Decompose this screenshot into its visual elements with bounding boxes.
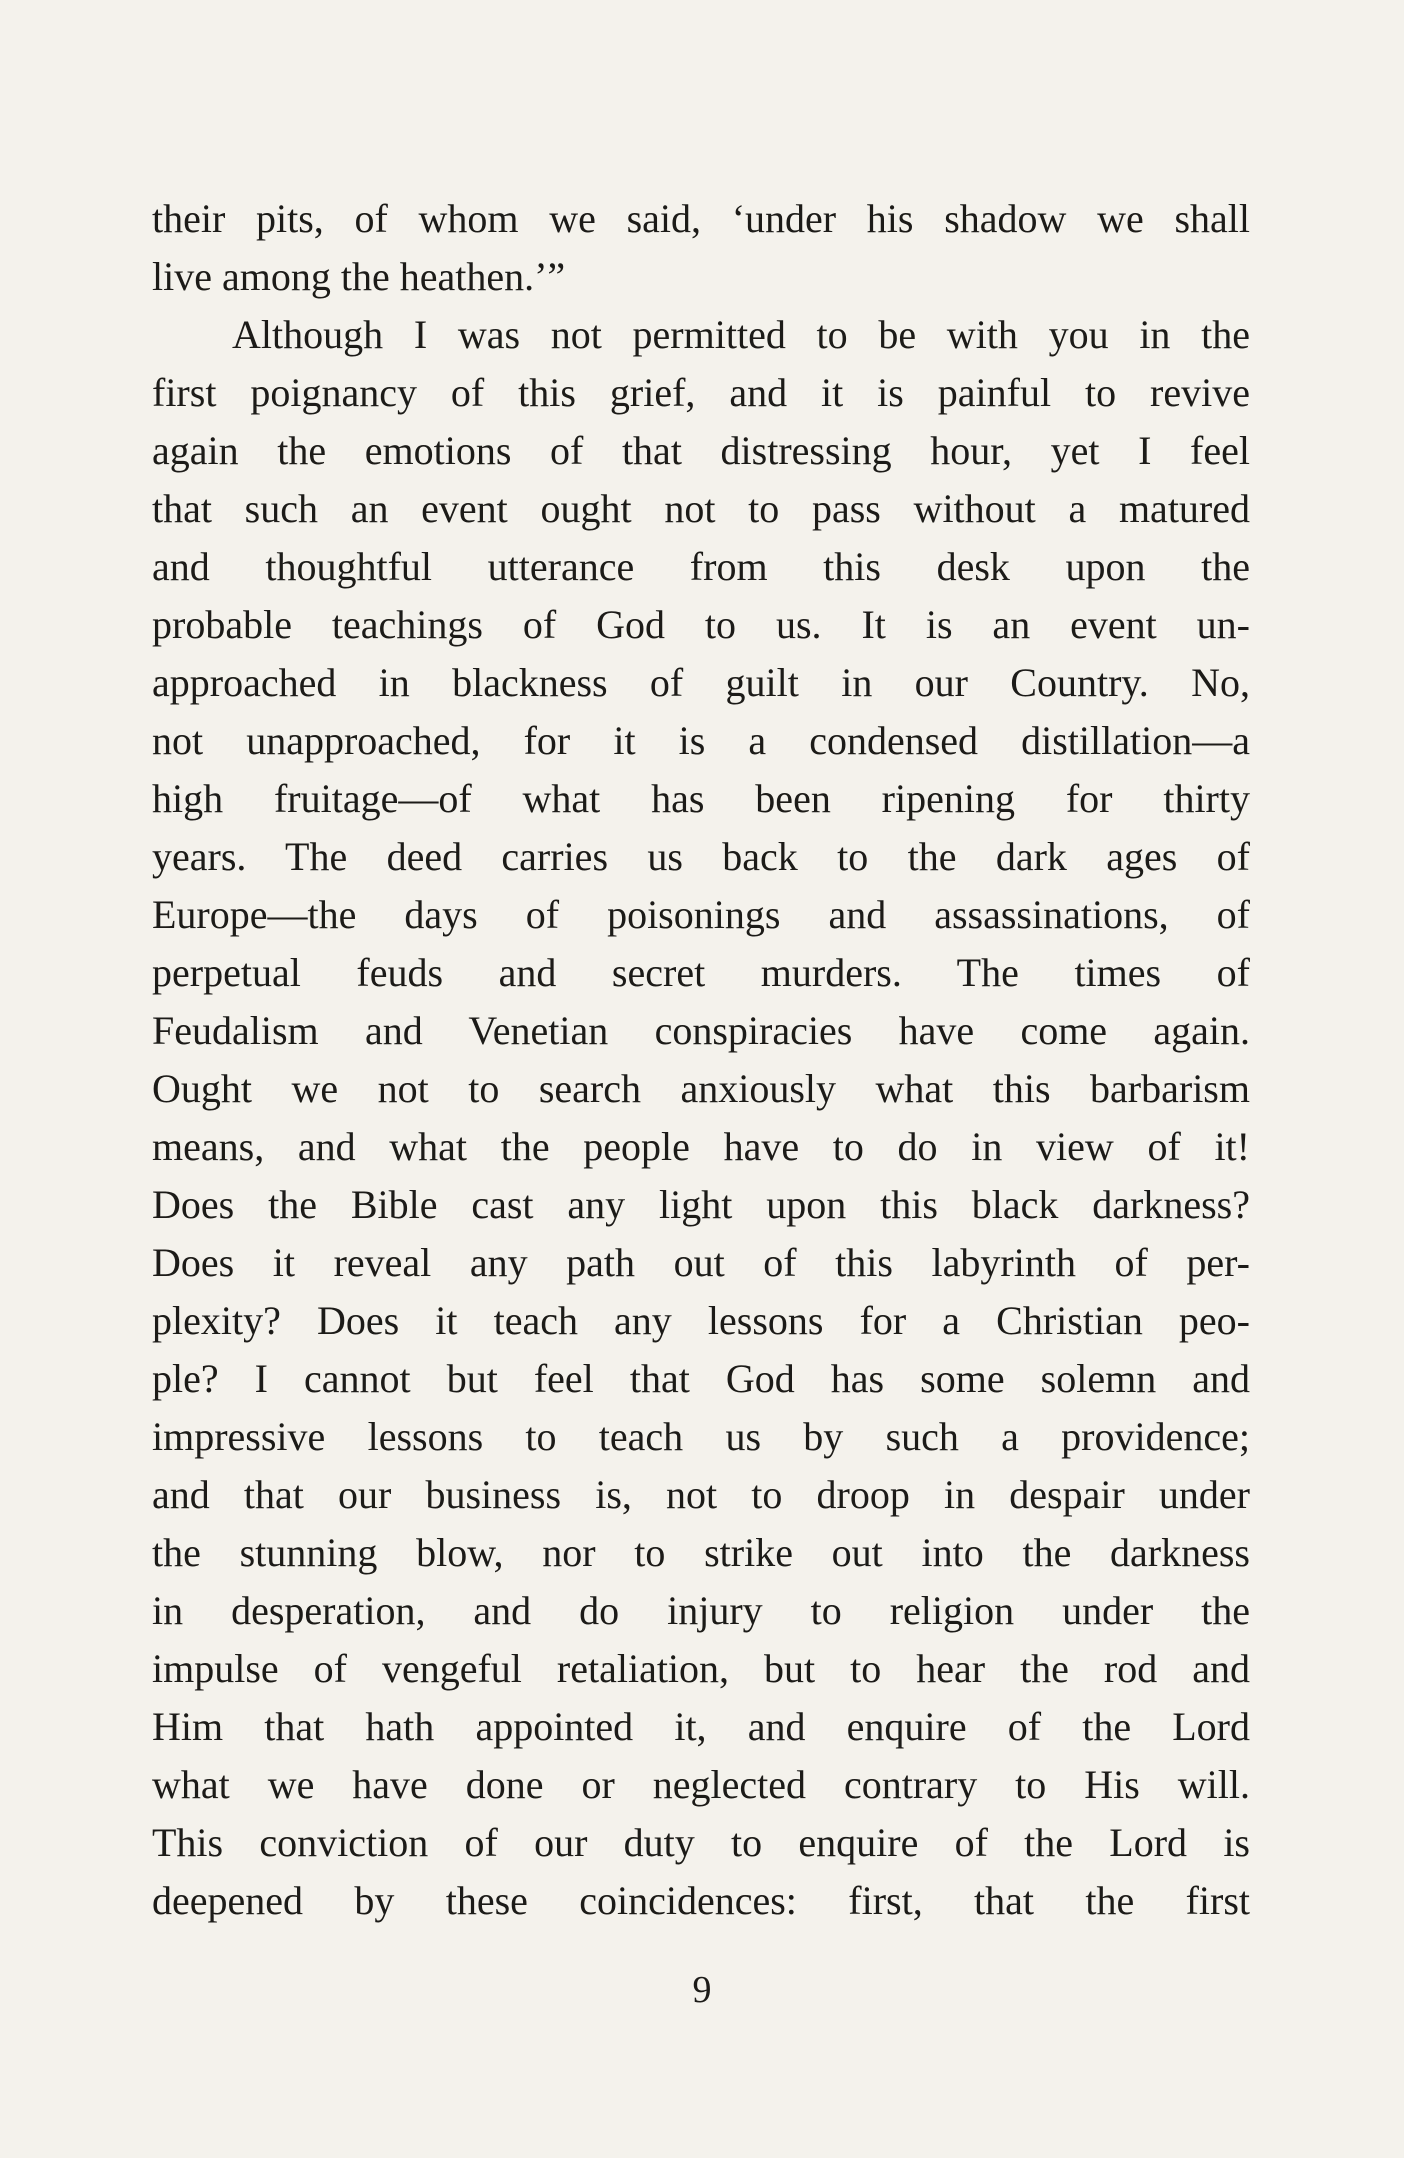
text-line-12: years. The deed carries us back to the dark ages of [152,834,1250,879]
text-line-19: Does it reveal any path out of this labyrinth of per- [152,1240,1250,1285]
text-line-9: approached in blackness of guilt in our Country. No, [152,660,1250,705]
text-line-23: and that our business is, not to droop in despair under [152,1472,1250,1517]
text-line-30: deepened by these coincidences: first, that the first [152,1878,1250,1923]
text-line-13: Europe—the days of poisonings and assassinations, of [152,892,1250,937]
text-line-22: impressive lessons to teach us by such a providence; [152,1414,1250,1459]
text-line-15: Feudalism and Venetian conspiracies have come again. [152,1008,1250,1053]
text-line-7: and thoughtful utterance from this desk upon the [152,544,1250,589]
text-line-4: first poignancy of this grief, and it is painful to revive [152,370,1250,415]
text-line-6: that such an event ought not to pass without a matured [152,486,1250,531]
text-line-1: their pits, of whom we said, ‘under his shadow we shall [152,196,1250,241]
text-line-24: the stunning blow, nor to strike out into the darkness [152,1530,1250,1575]
text-line-10: not unapproached, for it is a condensed distillation—a [152,718,1250,763]
text-line-2: live among the heathen.’” [152,254,566,299]
text-line-25: in desperation, and do injury to religion under the [152,1588,1250,1633]
text-line-11: high fruitage—of what has been ripening for thirty [152,776,1250,821]
text-line-5: again the emotions of that distressing hour, yet I feel [152,428,1250,473]
text-line-3: Although I was not permitted to be with you in the [232,312,1250,357]
text-line-20: plexity? Does it teach any lessons for a Christian peo- [152,1298,1250,1343]
text-line-8: probable teachings of God to us. It is an event un- [152,602,1250,647]
text-line-21: ple? I cannot but feel that God has some solemn and [152,1356,1250,1401]
text-line-28: what we have done or neglected contrary to His will. [152,1762,1250,1807]
text-line-14: perpetual feuds and secret murders. The times of [152,950,1250,995]
text-line-26: impulse of vengeful retaliation, but to hear the rod and [152,1646,1250,1691]
text-line-29: This conviction of our duty to enquire of the Lord is [152,1820,1250,1865]
text-line-16: Ought we not to search anxiously what this barbarism [152,1066,1250,1111]
body-text [152,190,1250,1930]
text-line-18: Does the Bible cast any light upon this black darkness? [152,1182,1250,1227]
text-line-27: Him that hath appointed it, and enquire of the Lord [152,1704,1250,1749]
text-line-17: means, and what the people have to do in view of it! [152,1124,1250,1169]
page-number: 9 [692,1969,712,2011]
